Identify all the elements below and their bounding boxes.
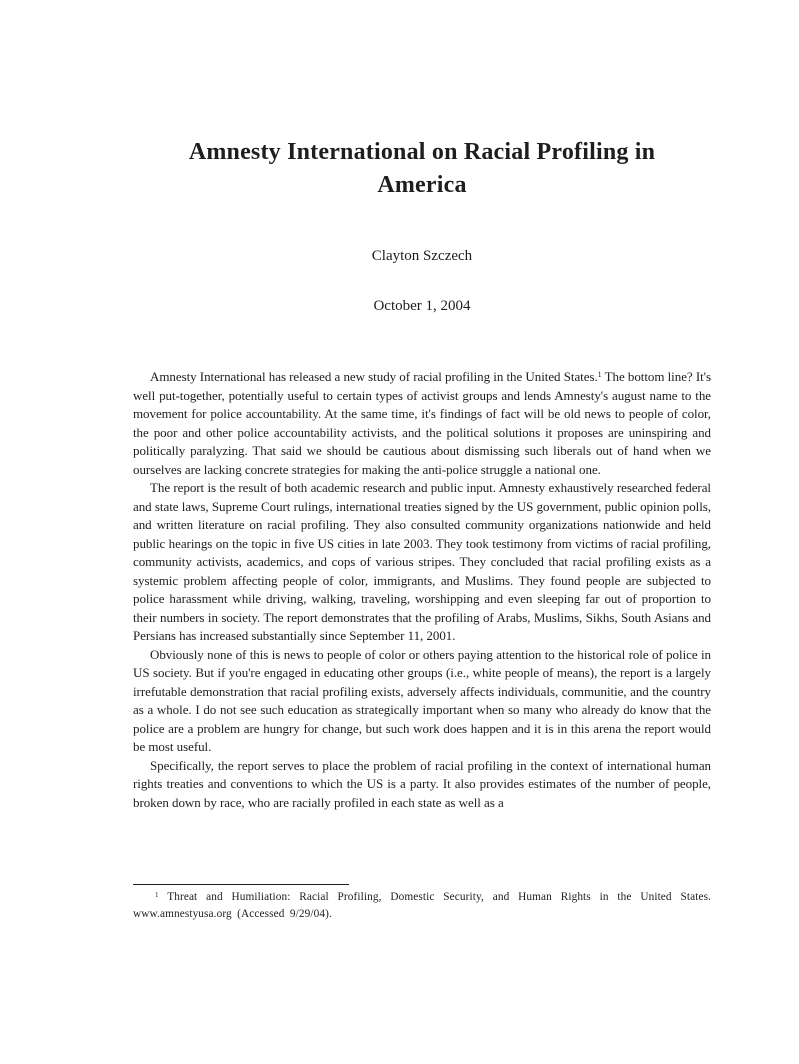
document-title [133,136,711,202]
document-body [133,368,711,812]
document-title-text: Amnesty International on Racial Profiling in America [188,139,656,198]
footnote-1 [133,889,711,922]
paragraph-1-text-before-footnote: Amnesty International has released a new study of racial profiling in the United States. [150,369,598,384]
document-author: Clayton Szczech [371,248,473,264]
footnote-1-marker: 1 [155,890,159,899]
document-date: October 1, 2004 [373,298,471,314]
footnote-separator-rule [133,884,349,885]
footnote-reference-marker: 1 [597,370,602,380]
paragraph-1-text-after-footnote: The bottom line? It's well put-together, potentially useful to certain types of activist groups and lends Amnesty's august name to the movement for police accountability. At the same time, it's findings of fact will be old news to people of color, the poor and other police accountability activists, and the political solutions it proposes are uninspiring and politically paralyzing. That said we should be cautious about dismissing such liberals out of hand when we ourselves are lacking concrete strategies for making the anti-police struggle a national one. [133,369,711,477]
paragraph-1 [133,368,711,479]
paragraph-3: Obviously none of this is news to people of color or others paying attention to the historical role of police in US society. But if you're engaged in educating other groups (i.e., white people of means), the report is a largely irrefutable demonstration that racial profiling exists, adversely affects individuals, communitie, and the country as a whole. I do not see such education as strategically important when so many who already do know that the police are a problem are hungry for change, but such work does happen and it is in this arena the report would be most useful. [133,646,711,754]
footnote-section [133,884,711,922]
paragraph-4: Specifically, the report serves to place the problem of racial profiling in the context of international human rights treaties and conventions to which the US is a party. It also provides estimates of the number of people, broken down by race, who are racially profiled in each state as well as a [133,757,711,810]
paragraph-2: The report is the result of both academic research and public input. Amnesty exhaustively researched federal and state laws, Supreme Court rulings, international treaties signed by the US government, public opinion polls, and written literature on racial profiling. They also consulted community organizations nationwide and held public hearings on the topic in five US cities in late 2003. They took testimony from victims of racial profiling, community activists, academics, and cops of various stripes. They concluded that racial profiling exists as a systemic problem affecting people of color, immigrants, and Muslims. They found people are subjected to police harassment while driving, walking, traveling, worshipping and even sleeping far out of proportion to their numbers in society. The report demonstrates that the profiling of Arabs, Muslims, Sikhs, South Asians and Persians has increased substantially since September 11, 2001. [133,480,711,643]
footnote-1-text: Threat and Humiliation: Racial Profiling, Domestic Security, and Human Rights in the United States. www.amnestyusa.org (Accessed 9/29/04). [133,891,711,920]
